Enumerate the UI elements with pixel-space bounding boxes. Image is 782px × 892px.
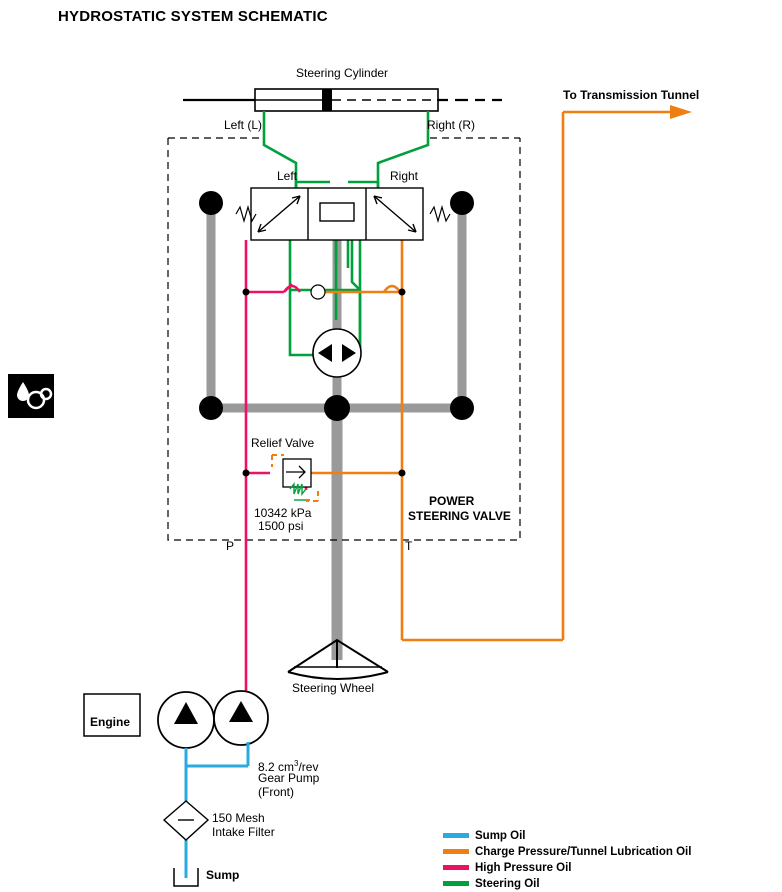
gear-pump-displacement-value: 8.2 cm <box>258 760 295 774</box>
intake-filter-label: Intake Filter <box>212 825 275 839</box>
gear-pump-label: Gear Pump <box>258 771 320 785</box>
gear-pump-exponent: 3 <box>294 759 299 768</box>
legend-label-high-pressure: High Pressure Oil <box>475 862 572 874</box>
check-valve <box>311 285 325 299</box>
hydraulics-icon-box <box>8 374 54 418</box>
relief-pressure-psi: 1500 psi <box>258 519 304 533</box>
intake-filter-mesh-label: 150 Mesh <box>212 811 265 825</box>
steering-cylinder <box>183 89 505 111</box>
relief-valve <box>283 459 311 500</box>
steering-wheel <box>288 640 388 679</box>
legend-swatch-high-pressure <box>443 865 469 870</box>
transmission-tunnel-arrow <box>670 105 692 119</box>
spool-valve-body <box>236 188 450 240</box>
right-port-label: Right (R) <box>427 118 476 132</box>
steering-wheel-label: Steering Wheel <box>292 681 375 695</box>
legend-swatch-sump-oil <box>443 833 469 838</box>
left-port-label: Left (L) <box>224 118 263 132</box>
gear-pump <box>214 691 268 745</box>
power-steering-valve-label-1: POWER <box>429 494 475 508</box>
legend-swatch-steering-oil <box>443 881 469 886</box>
valve-right-label: Right <box>390 169 419 183</box>
relief-valve-label: Relief Valve <box>251 436 315 450</box>
valve-left-label: Left <box>277 169 298 183</box>
legend-label-steering-oil: Steering Oil <box>475 878 540 890</box>
port-t-label: T <box>405 539 413 553</box>
steering-cylinder-label: Steering Cylinder <box>296 66 389 80</box>
page-title: HYDROSTATIC SYSTEM SCHEMATIC <box>58 8 328 25</box>
gear-pump-unit: /rev <box>298 760 319 774</box>
legend-label-sump-oil: Sump Oil <box>475 830 526 842</box>
legend-swatch-charge-pressure <box>443 849 469 854</box>
relief-pressure-kpa: 10342 kPa <box>254 506 312 520</box>
intake-filter <box>164 801 208 840</box>
engine-label: Engine <box>90 715 131 729</box>
legend-label-charge-pressure: Charge Pressure/Tunnel Lubrication Oil <box>475 846 692 858</box>
port-p-label: P <box>226 539 235 553</box>
power-steering-valve-label-2: STEERING VALVE <box>408 509 511 523</box>
steering-pump <box>313 329 361 377</box>
gear-pump-position-label: (Front) <box>258 785 294 799</box>
to-transmission-tunnel-label: To Transmission Tunnel <box>563 88 700 102</box>
drive-pump <box>158 692 214 748</box>
sump-label: Sump <box>206 868 240 882</box>
